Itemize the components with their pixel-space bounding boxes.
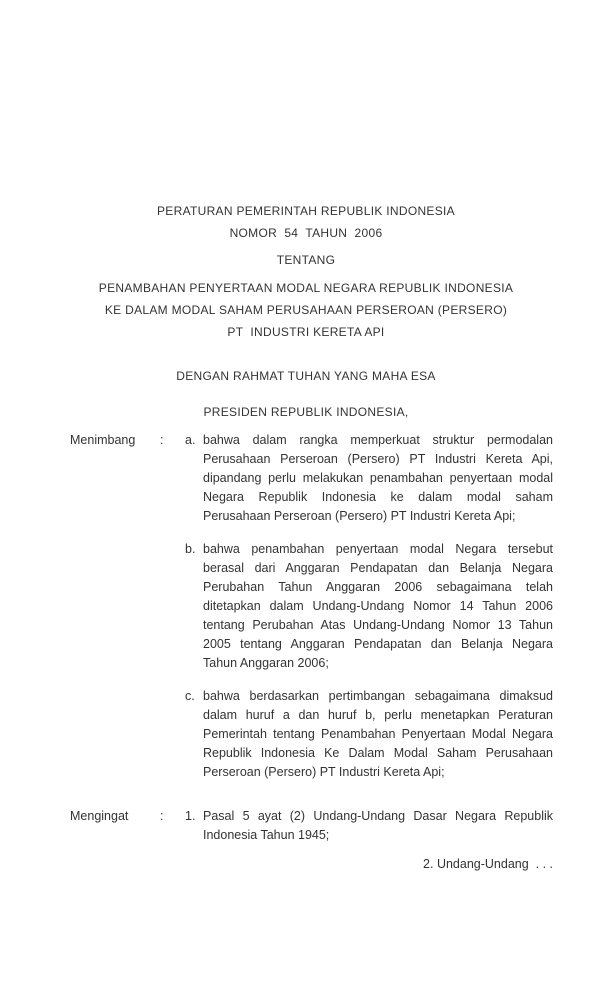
menimbang-colon: : (160, 433, 164, 447)
doc-title-line1: PERATURAN PEMERINTAH REPUBLIK INDONESIA (157, 204, 455, 218)
document-body (70, 431, 553, 874)
item-text: bahwa dalam rangka memperkuat struktur permodalan Perusahaan Perseroan (Persero) PT Industri Kereta Api, dipandang perlu melakukan penambahan penyertaan modal Negara Republik Indonesia ke dalam modal saham Perusahaan Perseroan (Persero) PT Industri Kereta Api; (203, 433, 553, 523)
doc-subject-line1: PENAMBAHAN PENYERTAAN MODAL NEGARA REPUBLIK INDONESIA (98, 281, 514, 295)
section-mengingat (70, 807, 553, 845)
section-menimbang (70, 431, 553, 782)
doc-president: PRESIDEN REPUBLIK INDONESIA, (203, 405, 409, 419)
mengingat-colon: : (160, 809, 164, 823)
doc-tentang: TENTANG (276, 253, 336, 267)
menimbang-item-c (185, 687, 553, 782)
item-text: Pasal 5 ayat (2) Undang-Undang Dasar Negara Republik Indonesia Tahun 1945; (203, 809, 553, 842)
mengingat-label: Mengingat (70, 809, 129, 823)
doc-invocation: DENGAN RAHMAT TUHAN YANG MAHA ESA (176, 369, 436, 383)
menimbang-item-b (185, 540, 553, 673)
item-marker: a. (185, 433, 196, 447)
mengingat-item-1 (185, 807, 553, 845)
item-text: bahwa berdasarkan pertimbangan sebagaimana dimaksud dalam huruf a dan huruf b, perlu menetapkan Peraturan Pemerintah tentang Penambahan Penyertaan Modal Negara Republik Indonesia Ke Dalam Modal Saham Perusahaan Perseroan (Persero) PT Industri Kereta Api; (203, 689, 553, 779)
page-catchword: 2. Undang-Undang . . . (423, 857, 553, 871)
item-marker: c. (185, 689, 195, 703)
doc-subject-line2: KE DALAM MODAL SAHAM PERUSAHAAN PERSEROAN (PERSERO) (104, 303, 508, 317)
document-header (0, 200, 612, 423)
menimbang-label: Menimbang (70, 433, 136, 447)
doc-title-line2: NOMOR 54 TAHUN 2006 (229, 226, 383, 240)
doc-subject-line3: PT INDUSTRI KERETA API (227, 325, 385, 339)
item-marker: 1. (185, 809, 196, 823)
item-text: bahwa penambahan penyertaan modal Negara tersebut berasal dari Anggaran Pendapatan dan Belanja Negara Perubahan Tahun Anggaran 2006 sebagaimana telah ditetapkan dalam Undang-Undang Nomor 14 Tahun 2006 tentang Perubahan Atas Undang-Undang Nomor 13 Tahun 2005 tentang Anggaran Pendapatan dan Belanja Negara Tahun Anggaran 2006; (203, 542, 553, 670)
menimbang-items (185, 431, 553, 782)
item-marker: b. (185, 542, 196, 556)
menimbang-item-a (185, 431, 553, 526)
mengingat-items (185, 807, 553, 845)
